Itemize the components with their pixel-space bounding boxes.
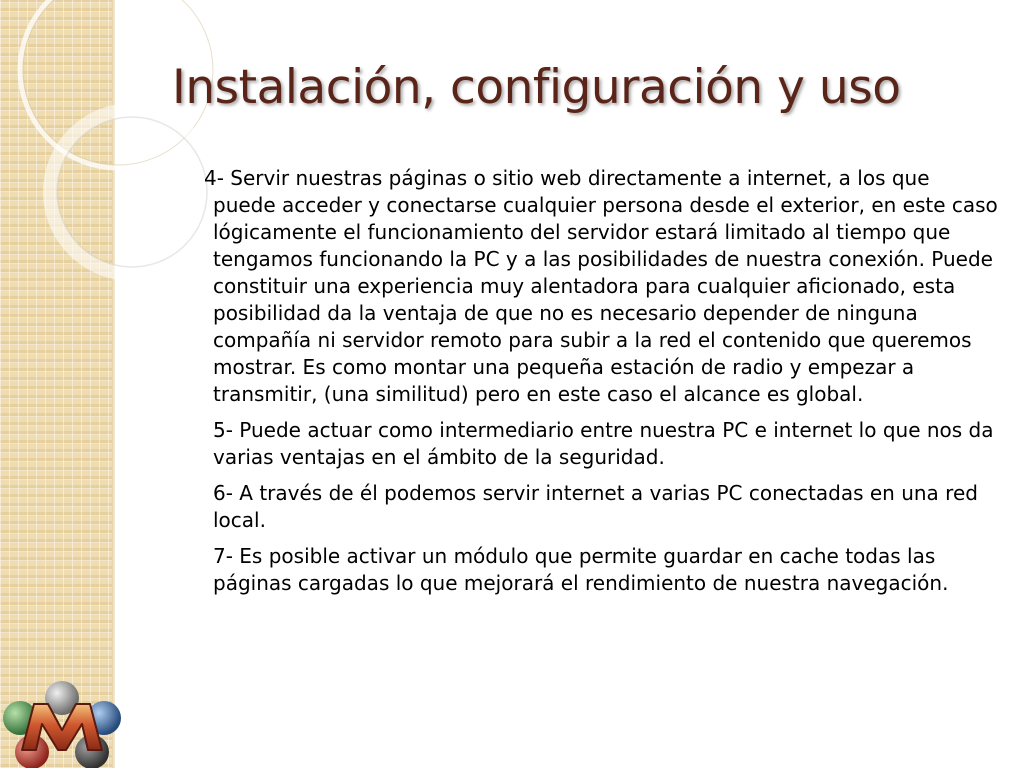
- m-letter-logo-icon: [0, 678, 122, 768]
- paragraph-item-5: 5- Puede actuar como intermediario entre nuestra PC e internet lo que nos da varias ventajas en el ámbito de la seguridad.: [213, 418, 994, 469]
- slide-title: Instalación, configuración y uso: [172, 60, 901, 115]
- paragraph-item-7: 7- Es posible activar un módulo que permite guardar en cache todas las páginas cargadas lo que mejorará el rendimiento de nuestra navegación.: [213, 544, 949, 595]
- slide-body: [198, 165, 998, 606]
- paragraph-item-4: 4- Servir nuestras páginas o sitio web directamente a internet, a los que puede acceder y conectarse cualquier persona desde el exterior, en este caso lógicamente el funcionamiento del servidor estará limitado al tiempo que tengamos funcionando la PC y a las posibilidades de nuestra conexión. Puede constituir una experiencia muy alentadora para cualquier aficionado, esta posibilidad da la ventaja de que no es necesario depender de ninguna compañía ni servidor remoto para subir a la red el contenido que queremos mostrar. Es como montar una pequeña estación de radio y empezar a transmitir, (una similitud) pero en este caso el alcance es global.: [204, 166, 998, 406]
- paragraph-item-6: 6- A través de él podemos servir internet a varias PC conectadas en una red local.: [213, 481, 978, 532]
